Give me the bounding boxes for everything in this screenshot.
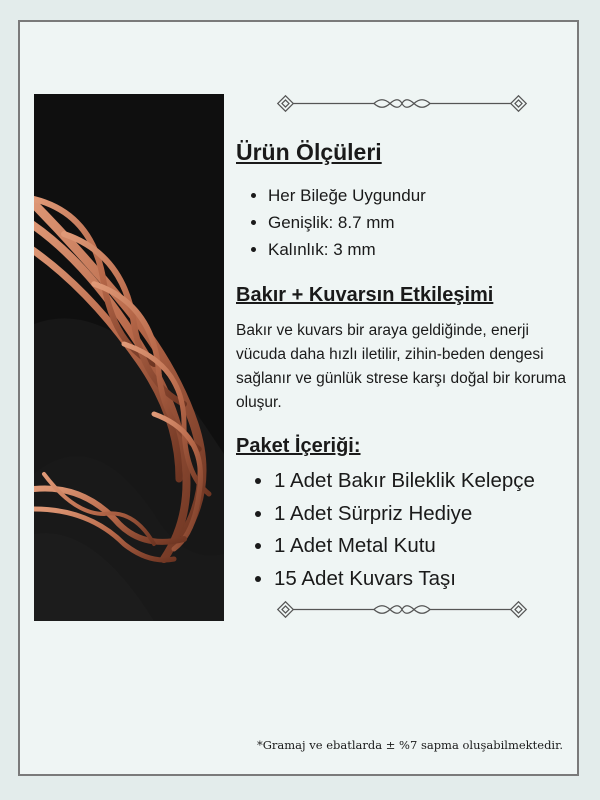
interaction-description: Bakır ve kuvars bir araya geldiğinde, enerji vücuda daha hızlı iletilir, zihin-beden dengesi sağlanır ve günlük strese karşı doğal bir koruma oluşur. <box>236 322 566 411</box>
list-item: • 1 Adet Sürpriz Hediye <box>274 498 535 531</box>
product-info-card <box>18 20 579 776</box>
product-sizes-list <box>236 182 426 263</box>
list-item: • 15 Adet Kuvars Taşı <box>274 563 535 596</box>
ornament-divider-icon <box>276 599 528 621</box>
product-sizes-title: Ürün Ölçüleri <box>236 139 382 165</box>
interaction-title: Bakır + Kuvarsın Etkileşimi <box>236 284 494 306</box>
list-item: • 1 Adet Metal Kutu <box>274 530 535 563</box>
package-contents-title: Paket İçeriği: <box>236 435 361 457</box>
list-item: • Genişlik: 8.7 mm <box>268 209 426 236</box>
list-item: • 1 Adet Bakır Bileklik Kelepçe <box>274 465 535 498</box>
package-contents-list <box>236 465 535 595</box>
list-item: • Her Bileğe Uygundur <box>268 182 426 209</box>
footnote: *Gramaj ve ebatlarda ± %7 sapma oluşabilmektedir. <box>256 738 563 752</box>
list-item: • Kalınlık: 3 mm <box>268 236 426 263</box>
bracelet-illustration <box>34 94 224 621</box>
copper-braided-bracelet-image <box>34 94 224 621</box>
ornament-divider-icon <box>276 93 528 115</box>
